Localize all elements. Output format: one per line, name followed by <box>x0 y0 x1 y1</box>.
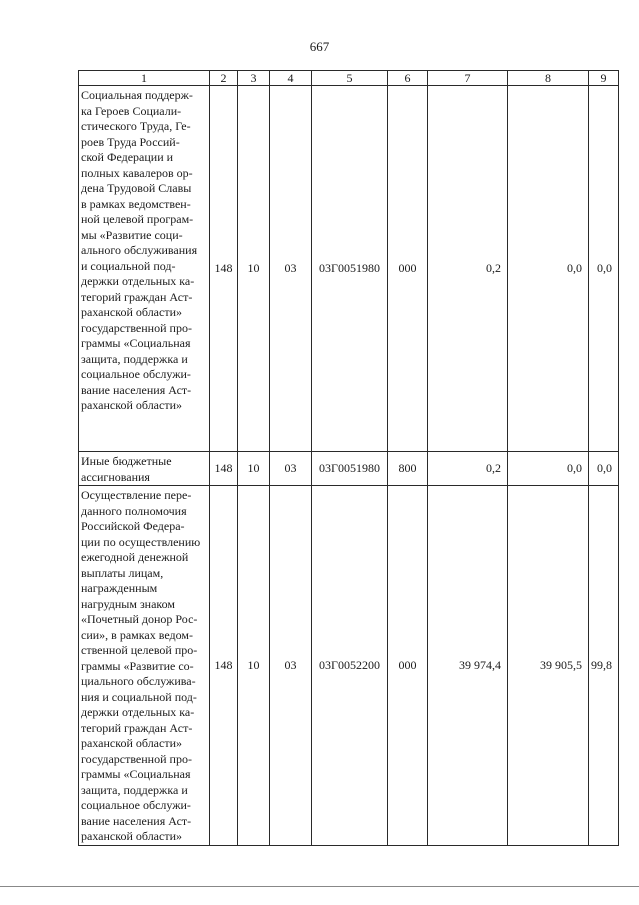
cell-c9: 0,0 <box>589 452 619 486</box>
cell-c8: 0,0 <box>508 86 589 452</box>
header-cell-9: 9 <box>589 71 619 86</box>
cell-c5: 03Г0051980 <box>312 452 388 486</box>
cell-c3: 10 <box>238 452 270 486</box>
header-row <box>79 71 619 86</box>
cell-c2: 148 <box>210 86 238 452</box>
cell-c5: 03Г0052200 <box>312 486 388 846</box>
page-number: 667 <box>309 39 330 54</box>
cell-c6: 000 <box>388 486 428 846</box>
cell-c8: 0,0 <box>508 452 589 486</box>
row-description: Осуществление пере- данного полномочия Российской Федера- ции по осуществлению ежегодной денежной выплаты лицам, награжденным нагрудным знаком «Почетный донор Рос- сии», в рамках ведом- ственной целевой про- граммы «Развитие со- циального обслужива- ния и социальной под- держки отдельных ка- тегорий граждан Аст- раханской области» государственной про- граммы «Социальная защита, поддержка и социальное обслужи- вание населения Аст- раханской области» <box>79 486 210 846</box>
table-row <box>79 486 619 846</box>
row-description: Иные бюджетные ассигнования <box>79 452 210 486</box>
cell-c9: 0,0 <box>589 86 619 452</box>
header-cell-7: 7 <box>428 71 508 86</box>
cell-c4: 03 <box>270 452 312 486</box>
cell-c4: 03 <box>270 486 312 846</box>
cell-c6: 800 <box>388 452 428 486</box>
header-cell-6: 6 <box>388 71 428 86</box>
budget-table <box>78 70 619 846</box>
cell-c9: 99,8 <box>589 486 619 846</box>
cell-c5: 03Г0051980 <box>312 86 388 452</box>
cell-c7: 0,2 <box>428 452 508 486</box>
row-description: Социальная поддерж- ка Героев Социали- стического Труда, Ге- роев Труда Россий- ской Федерации и полных кавалеров ор- дена Трудовой Славы в рамках ведомствен- ной целевой програм- мы «Развитие соци- ального обслуживания и социальной под- держки отдельных ка- тегорий граждан Аст- раханской области» государственной про- граммы «Социальная защита, поддержка и социальное обслужи- вание населения Аст- раханской области» <box>79 86 210 452</box>
cell-c2: 148 <box>210 486 238 846</box>
table-row <box>79 86 619 452</box>
header-cell-3: 3 <box>238 71 270 86</box>
header-cell-1: 1 <box>79 71 210 86</box>
cell-c4: 03 <box>270 86 312 452</box>
cell-c2: 148 <box>210 452 238 486</box>
header-cell-8: 8 <box>508 71 589 86</box>
cell-c7: 39 974,4 <box>428 486 508 846</box>
header-cell-2: 2 <box>210 71 238 86</box>
header-cell-4: 4 <box>270 71 312 86</box>
header-cell-5: 5 <box>312 71 388 86</box>
page-bottom-rule <box>0 886 639 887</box>
cell-c7: 0,2 <box>428 86 508 452</box>
cell-c3: 10 <box>238 86 270 452</box>
cell-c6: 000 <box>388 86 428 452</box>
cell-c8: 39 905,5 <box>508 486 589 846</box>
table-row <box>79 452 619 486</box>
cell-c3: 10 <box>238 486 270 846</box>
